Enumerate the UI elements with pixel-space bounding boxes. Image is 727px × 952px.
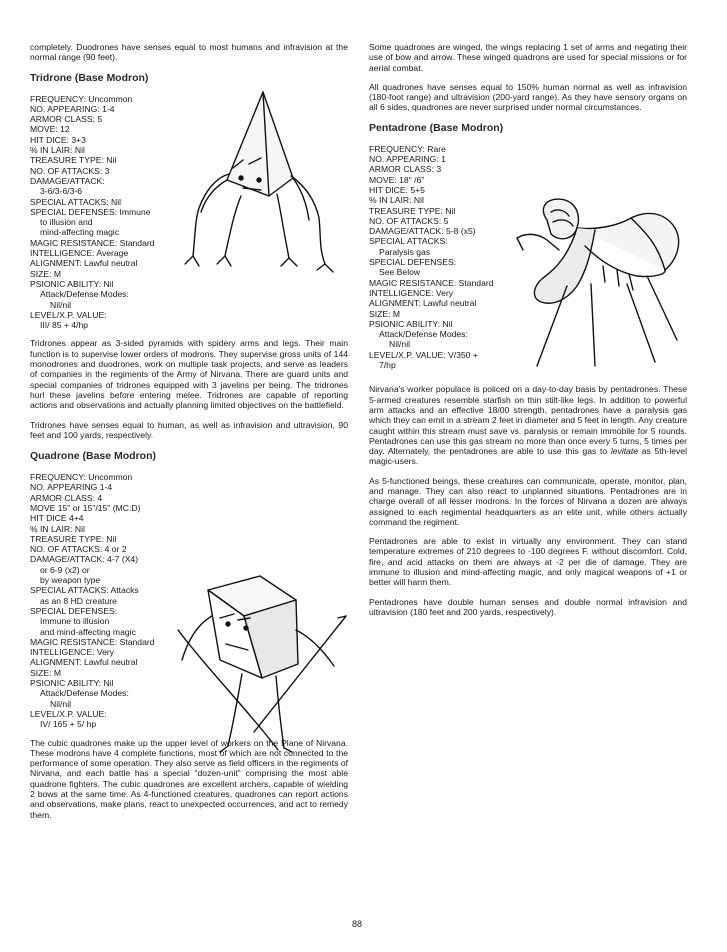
stat-line: NO. OF ATTACKS: 4 or 2: [30, 544, 127, 555]
stat-line: ALIGNMENT: Lawful neutral: [30, 657, 138, 668]
body-paragraph: Tridrones have senses equal to human, as well as infravision and ultravision, 90 feet and 100 yards, respectively.: [30, 419, 348, 440]
pentadrone-illustration: [507, 190, 692, 370]
stat-line: % IN LAIR: Nil: [30, 145, 85, 156]
stat-line: TREASURE TYPE: Nil: [30, 533, 117, 544]
stat-line: ALIGNMENT: Lawful neutral: [369, 298, 477, 309]
stat-line: NO. APPEARING: 1: [369, 154, 446, 165]
stat-line: MOVE: 12: [30, 124, 70, 135]
stat-line: TREASURE TYPE: Nil: [369, 205, 456, 216]
stat-line: TREASURE TYPE: Nil: [30, 155, 117, 166]
quadrone-illustration: [168, 560, 358, 755]
stat-line: HIT DICE 4+4: [30, 513, 84, 524]
pentadrone-paragraph-1: [369, 384, 687, 466]
stat-line: SIZE: M: [369, 308, 401, 319]
stat-line: Nil/nil: [50, 299, 72, 310]
stat-line: MAGIC RESISTANCE: Standard: [30, 636, 155, 647]
stat-line: HIT DICE: 3+3: [30, 134, 86, 145]
stat-line: ARMOR CLASS: 3: [369, 164, 442, 175]
stat-line: Attack/Defense Modes:: [40, 688, 129, 699]
stat-line: Immune to illusion: [40, 616, 110, 627]
stat-line: as an 8 HD creature: [40, 595, 117, 606]
stat-line: NO. APPEARING 1-4: [30, 482, 113, 493]
stat-line: SPECIAL DEFENSES:: [30, 605, 118, 616]
stat-line: Attack/Defense Modes:: [379, 329, 468, 340]
stat-line: SPECIAL ATTACKS:: [369, 236, 448, 247]
pentadrone-description: [369, 476, 687, 618]
body-paragraph: The cubic quadrones make up the upper level of workers on the Plane of Nirvana. These modrons have 4 complete functions, most of which are not connected to the performance of some operation. They also serve as field officers in the regiments of Nirvana, and each battle has a special "dozen-unit" comprising the most able quadrone fighters. The cubic quadrones are excellent archers, capable of wielding 2 bows at the same time. As 4-functioned creatures, quadrones can report actions and observations, make plans, react to unexpected occurrences, and act to remedy them.: [30, 737, 348, 820]
tridrone-heading: Tridrone (Base Modron): [30, 71, 149, 84]
stat-line: NO. OF ATTACKS: 5: [369, 215, 449, 226]
stat-line: MAGIC RESISTANCE: Standard: [369, 277, 494, 288]
stat-line: INTELLIGENCE: Very: [30, 647, 115, 658]
stat-line: Nil/nil: [50, 698, 72, 709]
quadrone-heading: Quadrone (Base Modron): [30, 450, 157, 463]
tridrone-illustration: [165, 88, 350, 278]
stat-line: FREQUENCY: Uncommon: [30, 93, 133, 104]
stat-line: by weapon type: [40, 575, 101, 586]
stat-line: ARMOR CLASS: 5: [30, 114, 103, 125]
stat-line: See Below: [379, 267, 421, 278]
stat-line: SPECIAL ATTACKS: Nil: [30, 196, 122, 207]
stat-line: MOVE 15" or 15"/15" (MC:D): [30, 502, 141, 513]
stat-line: DAMAGE/ATTACK:: [30, 175, 105, 186]
stat-line: PSIONIC ABILITY: Nil: [30, 278, 114, 289]
stat-line: ALIGNMENT: Lawful neutral: [30, 258, 138, 269]
stat-line: 3-6/3-6/3-6: [40, 186, 83, 197]
stat-line: NO. APPEARING: 1-4: [30, 103, 115, 114]
stat-line: III/ 85 + 4/hp: [40, 320, 89, 331]
stat-line: to illusion and: [40, 217, 93, 228]
stat-line: Nil/nil: [389, 339, 411, 350]
body-paragraph: Pentadrones have double human senses and double normal infravision and ultravision (180 feet and 200 yards, respectively).: [369, 596, 687, 617]
stat-line: PSIONIC ABILITY: Nil: [30, 678, 114, 689]
stat-line: SIZE: M: [30, 667, 62, 678]
stat-line: SPECIAL DEFENSES:: [369, 257, 457, 268]
stat-line: INTELLIGENCE: Average: [30, 248, 129, 259]
stat-line: FREQUENCY: Uncommon: [30, 472, 133, 483]
body-paragraph: All quadrones have senses equal to 150% human normal as well as infravision (180-foot range) and ultravision (200-yard range). As they have sensory organs on all 6 sides, quadrones are never surprised under normal circumstances.: [369, 81, 687, 113]
stat-line: NO. OF ATTACKS: 3: [30, 165, 110, 176]
stat-line: LEVEL/X.P. VALUE: V/350 +: [369, 349, 478, 360]
stat-line: MAGIC RESISTANCE: Standard: [30, 237, 155, 248]
stat-line: PSIONIC ABILITY: Nil: [369, 318, 453, 329]
body-paragraph: Some quadrones are winged, the wings replacing 1 set of arms and negating their use of bow and arrow. These winged quadrons are used for special missions or for aerial combat.: [369, 42, 687, 73]
stat-line: SIZE: M: [30, 268, 62, 279]
stat-line: % IN LAIR: Nil: [369, 195, 424, 206]
stat-line: Attack/Defense Modes:: [40, 289, 129, 300]
pentadrone-paragraph-1-end: as 5th-level magic-users.: [369, 446, 687, 467]
stat-line: and mind-affecting magic: [40, 626, 136, 637]
stat-line: ARMOR CLASS: 4: [30, 492, 103, 503]
stat-line: DAMAGE/ATTACK: 5-8 (x5): [369, 226, 476, 237]
stat-line: FREQUENCY: Rare: [369, 143, 446, 154]
tridrone-description: [30, 338, 348, 440]
stat-line: 7/hp: [379, 360, 396, 371]
stat-line: % IN LAIR: Nil: [30, 523, 85, 534]
stat-line: MOVE: 18" /6": [369, 174, 425, 185]
levitate-term: levitate: [610, 446, 639, 457]
left-intro-text: completely. Duodrones have senses equal to most humans and infravision at the normal range (90 feet).: [30, 42, 348, 63]
body-paragraph: Pentadrones are able to exist in virtually any environment. They can stand temperature extremes of 210 degrees to -100 degrees F. without discomfort. Cold, fire, and acid attacks on them are always at -2 per die of damage. They are immune to illusion and mind-affecting magic, and only magical weapons of +1 or better will harm them.: [369, 536, 687, 588]
stat-line: INTELLIGENCE: Very: [369, 287, 454, 298]
stat-line: HIT DICE: 5+5: [369, 184, 425, 195]
stat-line: LEVEL/X.P. VALUE:: [30, 708, 107, 719]
winged-quadrone-text: [369, 42, 687, 113]
page-number: 88: [352, 919, 363, 929]
stat-line: SPECIAL DEFENSES: Immune: [30, 206, 151, 217]
body-paragraph: As 5-functioned beings, these creatures can communicate, operate, monitor, plan, and manage. They can also react to unplanned situations. Pentadrones are in charge overall of all lesser modrons. In the forces of Nirvana a dozen are always assigned to each regimental headquarters as an elite unit, while others actually command the regiment.: [369, 475, 687, 527]
stat-line: LEVEL/X.P. VALUE:: [30, 309, 107, 320]
stat-line: SPECIAL ATTACKS: Attacks: [30, 585, 139, 596]
stat-line: IV/ 165 + 5/ hp: [40, 719, 97, 730]
stat-line: or 6-9 (x2) or: [40, 564, 90, 575]
pentadrone-heading: Pentadrone (Base Modron): [369, 121, 504, 134]
stat-line: Paralysis gas: [379, 246, 431, 257]
pentadrone-paragraph-1-start: Nirvana's worker populace is policed on a day-to-day basis by pentadrones. These 5-armed creatures resemble starfish on thin stilt-like legs. In addition to powerful arm attacks and an effective 18/00 strength, pentadrones have a paralysis gas which they can emit in a stream 2 feet in diameter and 5 feet in length. Any creature caught within this stream must save vs. paralysis or remain immobile for 5 rounds. Pentadrones can use this gas stream no more than once every 5 turns, 5 times per day. Alternately, the pentadrones are able to use this gas to: [369, 384, 687, 457]
stat-line: DAMAGE/ATTACK: 4-7 (X4): [30, 554, 139, 565]
body-paragraph: Tridrones appear as 3-sided pyramids with spidery arms and legs. Their main function is to supervise lower orders of modrons. They supervise gross units of 144 monodrones and duodrones, work on multiple task projects, and serve as leaders of companies in the regiments of the Army of Nirvana. There are guard units and special companies of tridrones equipped with 3 javelins per being. The tridrones hurl these javelins before entering melee. Tridrones are capable of reporting actions and observations and actually planning limited objectives on the battlefield.: [30, 338, 348, 411]
stat-line: mind-affecting magic: [40, 227, 120, 238]
